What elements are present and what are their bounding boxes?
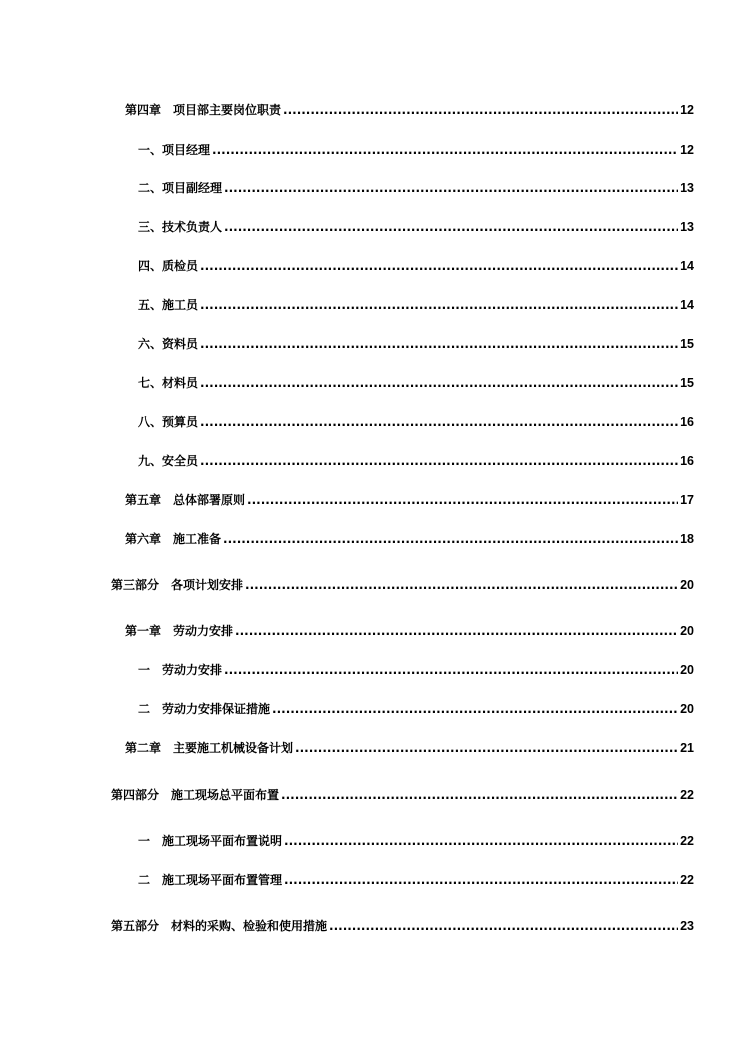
toc-entry-title: 八、预算员 (138, 415, 199, 429)
dot-leader (223, 532, 678, 546)
toc-entry-material-clerk[interactable] (138, 376, 694, 390)
toc-entry-page-number: 16 (680, 415, 694, 429)
toc-entry-title: 七、材料员 (138, 376, 199, 390)
dot-leader (224, 181, 678, 195)
toc-entry-page-number: 17 (680, 493, 694, 507)
toc-entry-title: 第五章 总体部署原则 (125, 493, 246, 507)
toc-entry-safety-officer[interactable] (138, 454, 694, 468)
dot-leader (235, 624, 678, 638)
toc-entry-title: 二 劳动力安排保证措施 (138, 702, 271, 716)
toc-entry-chapter-4[interactable] (125, 103, 694, 117)
dot-leader (224, 220, 678, 234)
dot-leader (200, 454, 678, 468)
toc-entry-page-number: 20 (680, 624, 694, 638)
toc-entry-quality-inspector[interactable] (138, 259, 694, 273)
dot-leader (272, 702, 678, 716)
toc-entry-page-number: 21 (680, 741, 694, 755)
toc-entry-labor-guarantee[interactable] (138, 702, 694, 716)
toc-entry-part-4[interactable] (111, 788, 694, 802)
dot-leader (247, 493, 678, 507)
toc-entry-technical-lead[interactable] (138, 220, 694, 234)
dot-leader (284, 834, 678, 848)
toc-entry-page-number: 18 (680, 532, 694, 546)
dot-leader (212, 143, 678, 157)
dot-leader (200, 259, 678, 273)
toc-entry-page-number: 20 (680, 663, 694, 677)
toc-entry-title: 第一章 劳动力安排 (125, 624, 234, 638)
dot-leader (295, 741, 678, 755)
toc-entry-title: 二 施工现场平面布置管理 (138, 873, 283, 887)
toc-entry-project-manager[interactable] (138, 143, 694, 157)
toc-entry-page-number: 12 (680, 143, 694, 157)
toc-entry-page-number: 20 (680, 578, 694, 592)
toc-entry-chapter-6[interactable] (125, 532, 694, 546)
toc-entry-part3-chapter-2[interactable] (125, 741, 694, 755)
toc-entry-title: 四、质检员 (138, 259, 199, 273)
toc-entry-title: 二、项目副经理 (138, 181, 223, 195)
toc-entry-page-number: 14 (680, 259, 694, 273)
toc-entry-title: 六、资料员 (138, 337, 199, 351)
toc-entry-title: 第四部分 施工现场总平面布置 (111, 788, 280, 802)
toc-entry-page-number: 22 (680, 873, 694, 887)
dot-leader (284, 873, 678, 887)
dot-leader (200, 415, 678, 429)
toc-entry-labor-arrangement[interactable] (138, 663, 694, 677)
dot-leader (329, 919, 678, 933)
toc-entry-title: 一 施工现场平面布置说明 (138, 834, 283, 848)
toc-entry-page-number: 22 (680, 834, 694, 848)
dot-leader (200, 376, 678, 390)
dot-leader (200, 298, 678, 312)
toc-entry-page-number: 16 (680, 454, 694, 468)
toc-entry-page-number: 13 (680, 181, 694, 195)
toc-entry-title: 第五部分 材料的采购、检验和使用措施 (111, 919, 328, 933)
toc-entry-title: 第六章 施工准备 (125, 532, 222, 546)
toc-entry-title: 一 劳动力安排 (138, 663, 223, 677)
toc-entry-constructor[interactable] (138, 298, 694, 312)
toc-entry-title: 一、项目经理 (138, 143, 211, 157)
toc-entry-part-5[interactable] (111, 919, 694, 933)
toc-entry-title: 三、技术负责人 (138, 220, 223, 234)
dot-leader (283, 103, 678, 117)
toc-entry-title: 第四章 项目部主要岗位职责 (125, 103, 282, 117)
toc-entry-page-number: 12 (680, 103, 694, 117)
toc-entry-part3-chapter-1[interactable] (125, 624, 694, 638)
toc-entry-site-layout-management[interactable] (138, 873, 694, 887)
dot-leader (224, 663, 678, 677)
dot-leader (281, 788, 678, 802)
toc-entry-page-number: 20 (680, 702, 694, 716)
toc-entry-page-number: 15 (680, 337, 694, 351)
toc-entry-page-number: 14 (680, 298, 694, 312)
toc-entry-document-clerk[interactable] (138, 337, 694, 351)
toc-entry-page-number: 15 (680, 376, 694, 390)
toc-entry-title: 第三部分 各项计划安排 (111, 578, 244, 592)
toc-entry-site-layout-description[interactable] (138, 834, 694, 848)
toc-entry-page-number: 13 (680, 220, 694, 234)
toc-entry-title: 九、安全员 (138, 454, 199, 468)
toc-entry-part-3[interactable] (111, 578, 694, 592)
toc-entry-title: 五、施工员 (138, 298, 199, 312)
dot-leader (245, 578, 678, 592)
toc-entry-page-number: 22 (680, 788, 694, 802)
toc-entry-page-number: 23 (680, 919, 694, 933)
toc-entry-budget-officer[interactable] (138, 415, 694, 429)
toc-entry-deputy-manager[interactable] (138, 181, 694, 195)
toc-entry-chapter-5[interactable] (125, 493, 694, 507)
toc-entry-title: 第二章 主要施工机械设备计划 (125, 741, 294, 755)
dot-leader (200, 337, 678, 351)
